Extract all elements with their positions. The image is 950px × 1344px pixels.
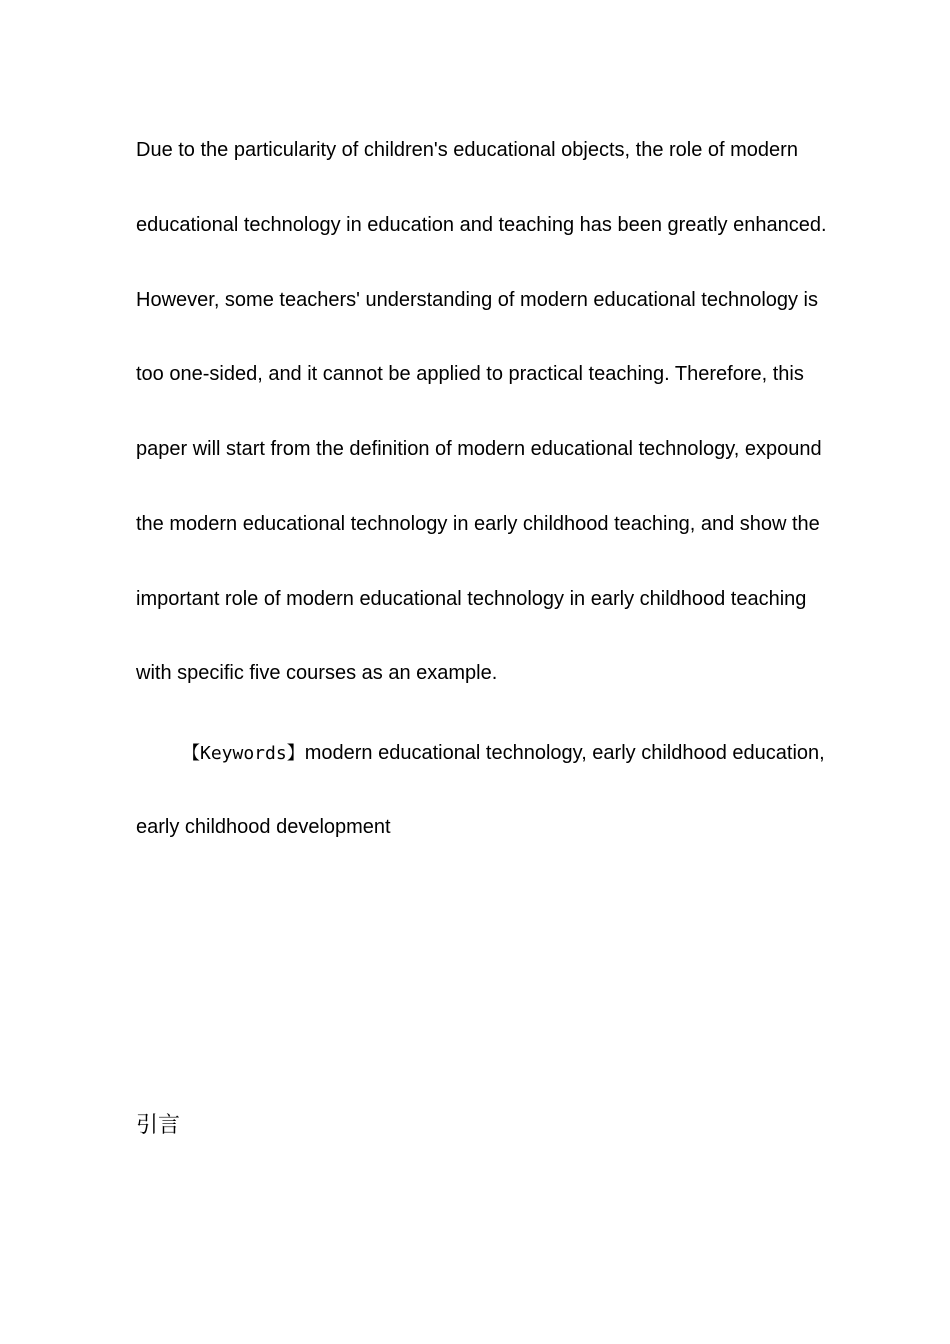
- section-heading: 引言: [136, 1113, 181, 1138]
- abstract-line: with specific five courses as an example.: [136, 662, 498, 684]
- abstract-line: educational technology in education and teaching has been greatly enhanced.: [136, 214, 827, 236]
- keywords-text: modern educational technology, early childhood education,: [304, 742, 825, 764]
- keywords-label: 【Keywords】: [182, 743, 305, 764]
- abstract-line: Due to the particularity of children's educational objects, the role of modern: [136, 139, 798, 161]
- keywords-line: [182, 741, 825, 766]
- abstract-line: the modern educational technology in early childhood teaching, and show the: [136, 513, 820, 535]
- abstract-line: paper will start from the definition of modern educational technology, expound: [136, 438, 822, 460]
- abstract-line: too one-sided, and it cannot be applied to practical teaching. Therefore, this: [136, 363, 804, 385]
- keywords-continuation: early childhood development: [136, 816, 391, 838]
- abstract-line: important role of modern educational technology in early childhood teaching: [136, 588, 807, 610]
- abstract-line: However, some teachers' understanding of modern educational technology is: [136, 289, 819, 311]
